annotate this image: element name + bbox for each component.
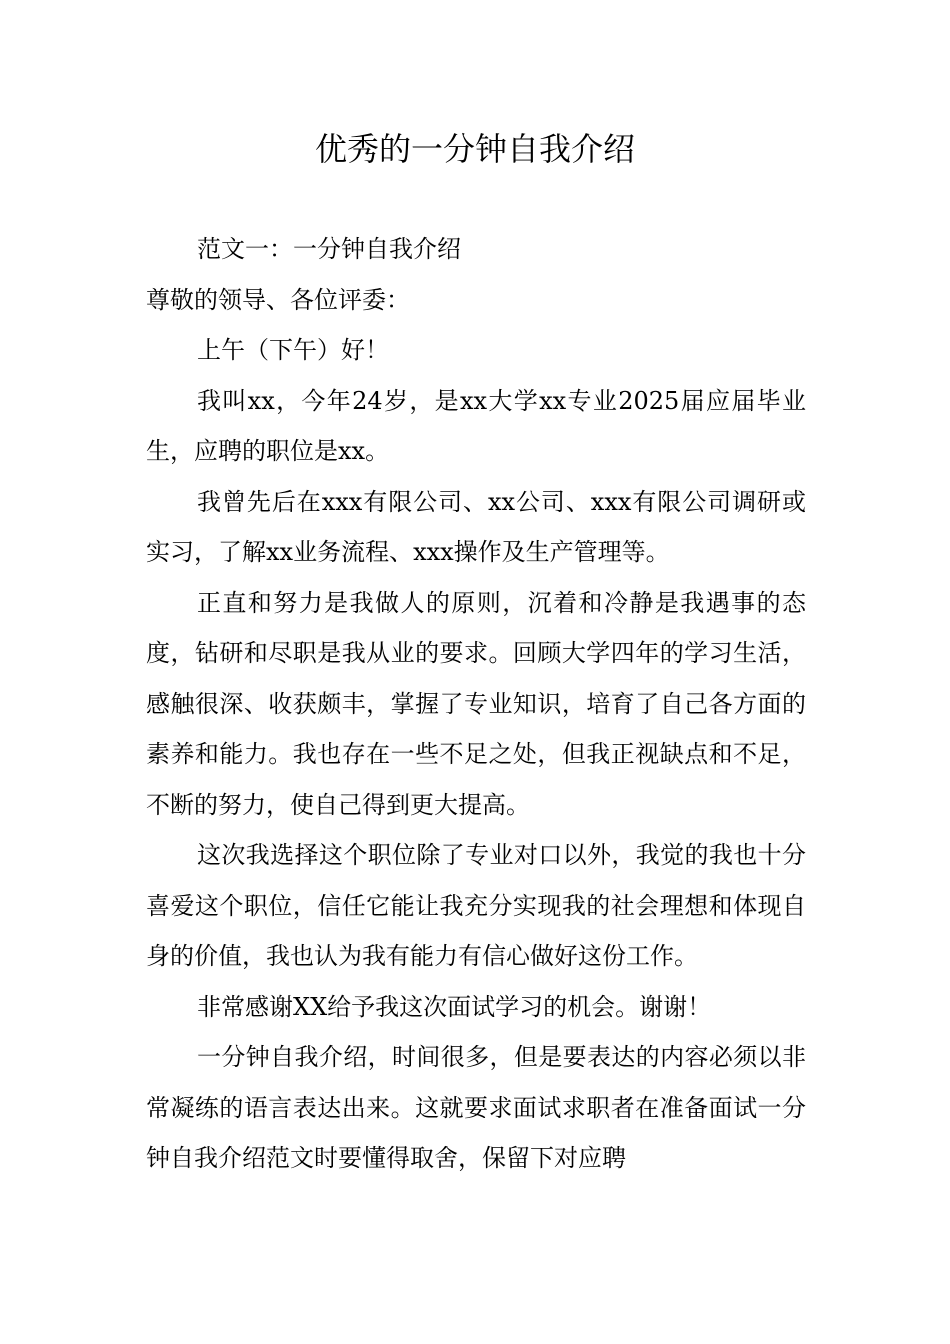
paragraph-thanks: 非常感谢XX给予我这次面试学习的机会。谢谢！ — [197, 992, 712, 1021]
document-body — [146, 224, 806, 1184]
document-title: 优秀的一分钟自我介绍 — [314, 130, 635, 168]
paragraph-advice: 一分钟自我介绍，时间很多，但是要表达的内容必须以非常凝练的语言表达出来。这就要求面试求职者在准备面试一分钟自我介绍范文时要懂得取舍，保留下对应聘 — [146, 1043, 806, 1172]
paragraph-greeting: 上午（下午）好！ — [197, 336, 389, 364]
paragraph-introduction: 我叫xx，今年24岁，是xx大学xx专业2025届应届毕业生，应聘的职位是xx。 — [146, 386, 806, 465]
paragraph-heading-sample-one: 范文一：一分钟自我介绍 — [197, 235, 461, 263]
paragraph-principles: 正直和努力是我做人的原则，沉着和冷静是我遇事的态度，钻研和尽职是我从业的要求。回顾大学四年的学习生活，感触很深、收获颇丰，掌握了专业知识，培育了自己各方面的素养和能力。我也存在一些不足之处，但我正视缺点和不足，不断的努力，使自己得到更大提高。 — [146, 588, 806, 819]
paragraph-experience: 我曾先后在xxx有限公司、xx公司、xxx有限公司调研或实习，了解xx业务流程、xxx操作及生产管理等。 — [146, 487, 806, 566]
paragraph-salutation: 尊敬的领导、各位评委： — [146, 285, 410, 314]
paragraph-motivation: 这次我选择这个职位除了专业对口以外，我觉的我也十分喜爱这个职位，信任它能让我充分实现我的社会理想和体现自身的价值，我也认为我有能力有信心做好这份工作。 — [146, 841, 806, 970]
